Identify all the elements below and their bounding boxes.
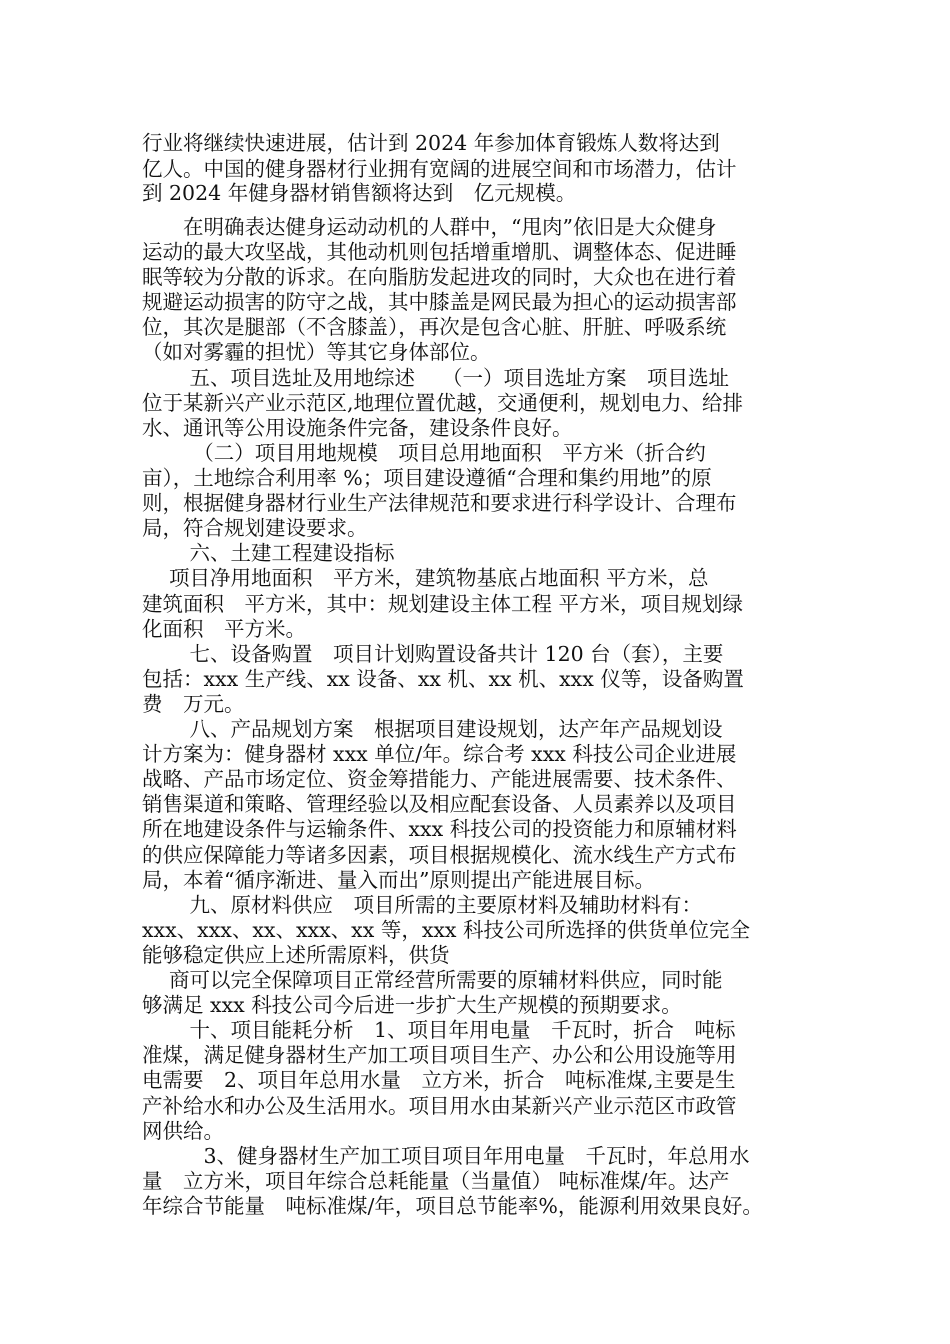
text-line: 亿人。中国的健身器材行业拥有宽阔的进展空间和市场潜力，估计 (142, 157, 737, 181)
text-line: 到 2024 年健身器材销售额将达到 亿元规模。 (142, 181, 577, 205)
text-line: 十、项目能耗分析 1、项目年用电量 千瓦时，折合 吨标 (142, 1018, 736, 1042)
text-line: 化面积 平方米。 (142, 617, 306, 641)
text-line: 行业将继续快速进展，估计到 2024 年参加体育锻炼人数将达到 (142, 131, 720, 155)
text-line: 销售渠道和策略、管理经验以及相应配套设备、人员素养以及项目 (142, 792, 737, 816)
text-line: 产补给水和办公及生活用水。项目用水由某新兴产业示范区市政管 (142, 1094, 737, 1118)
text-line: 亩），土地综合利用率 %；项目建设遵循“合理和集约用地”的原 (142, 466, 712, 490)
text-line: 计方案为：健身器材 xxx 单位/年。综合考 xxx 科技公司企业进展 (142, 742, 737, 766)
text-line: 位，其次是腿部（不含膝盖），再次是包含心脏、肝脏、呼吸系统 (142, 315, 727, 339)
text-line: 八、产品规划方案 根据项目建设规划，达产年产品规划设 (142, 717, 723, 741)
text-line: 五、项目选址及用地综述 （一）项目选址方案 项目选址 (142, 366, 730, 390)
text-line: 所在地建设条件与运输条件、xxx 科技公司的投资能力和原辅材料 (142, 817, 737, 841)
text-line: 包括：xxx 生产线、xx 设备、xx 机、xx 机、xxx 仪等，设备购置 (142, 667, 744, 691)
text-line: 费 万元。 (142, 692, 245, 716)
text-line: 能够稳定供应上述所需原料，供货 (142, 943, 450, 967)
text-line: 战略、产品市场定位、资金筹措能力、产能进展需要、技术条件、 (142, 767, 737, 791)
text-line: 商可以完全保障项目正常经营所需要的原辅材料供应，同时能 (142, 968, 723, 992)
text-line: 局，符合规划建设要求。 (142, 516, 368, 540)
text-line: 在明确表达健身运动动机的人群中，“甩肉”依旧是大众健身 (142, 215, 717, 239)
text-line: 水、通讯等公用设施条件完备，建设条件良好。 (142, 416, 573, 440)
text-line: 网供给。 (142, 1119, 224, 1143)
text-line: 六、土建工程建设指标 (142, 541, 395, 565)
text-line: 则，根据健身器材行业生产法律规范和要求进行科学设计、合理布 (142, 491, 737, 515)
text-line: 年综合节能量 吨标准煤/年，项目总节能率%，能源利用效果良好。 (142, 1194, 763, 1218)
text-line: 3、健身器材生产加工项目项目年用电量 千瓦时，年总用水 (142, 1144, 750, 1168)
text-line: 局，本着“循序渐进、量入而出”原则提出产能进展目标。 (142, 868, 655, 892)
text-line: 九、原材料供应 项目所需的主要原材料及辅助材料有： (142, 893, 703, 917)
text-line: 七、设备购置 项目计划购置设备共计 120 台（套），主要 (142, 642, 724, 666)
text-line: 位于某新兴产业示范区,地理位置优越，交通便利，规划电力、给排 (142, 391, 744, 415)
text-line: 运动的最大攻坚战，其他动机则包括增重增肌、调整体态、促进睡 (142, 240, 737, 264)
text-line: 项目净用地面积 平方米，建筑物基底占地面积 平方米，总 (142, 566, 709, 590)
text-line: 电需要 2、项目年总用水量 立方米，折合 吨标准煤,主要是生 (142, 1068, 736, 1092)
text-line: （如对雾霾的担忧）等其它身体部位。 (142, 340, 491, 364)
text-line: （二）项目用地规模 项目总用地面积 平方米（折合约 (142, 441, 706, 465)
text-line: 建筑面积 平方米，其中：规划建设主体工程 平方米，项目规划绿 (142, 592, 744, 616)
text-line: 够满足 xxx 科技公司今后进一步扩大生产规模的预期要求。 (142, 993, 682, 1017)
text-line: 规避运动损害的防守之战，其中膝盖是网民最为担心的运动损害部 (142, 290, 737, 314)
text-line: 的供应保障能力等诸多因素，项目根据规模化、流水线生产方式布 (142, 843, 737, 867)
text-line: 眠等较为分散的诉求。在向脂肪发起进攻的同时，大众也在进行着 (142, 265, 737, 289)
text-line: 准煤，满足健身器材生产加工项目项目生产、办公和公用设施等用 (142, 1043, 737, 1067)
text-line: 量 立方米，项目年综合总耗能量（当量值） 吨标准煤/年。达产 (142, 1169, 730, 1193)
text-line: xxx、xxx、xx、xxx、xx 等，xxx 科技公司所选择的供货单位完全 (142, 918, 751, 942)
